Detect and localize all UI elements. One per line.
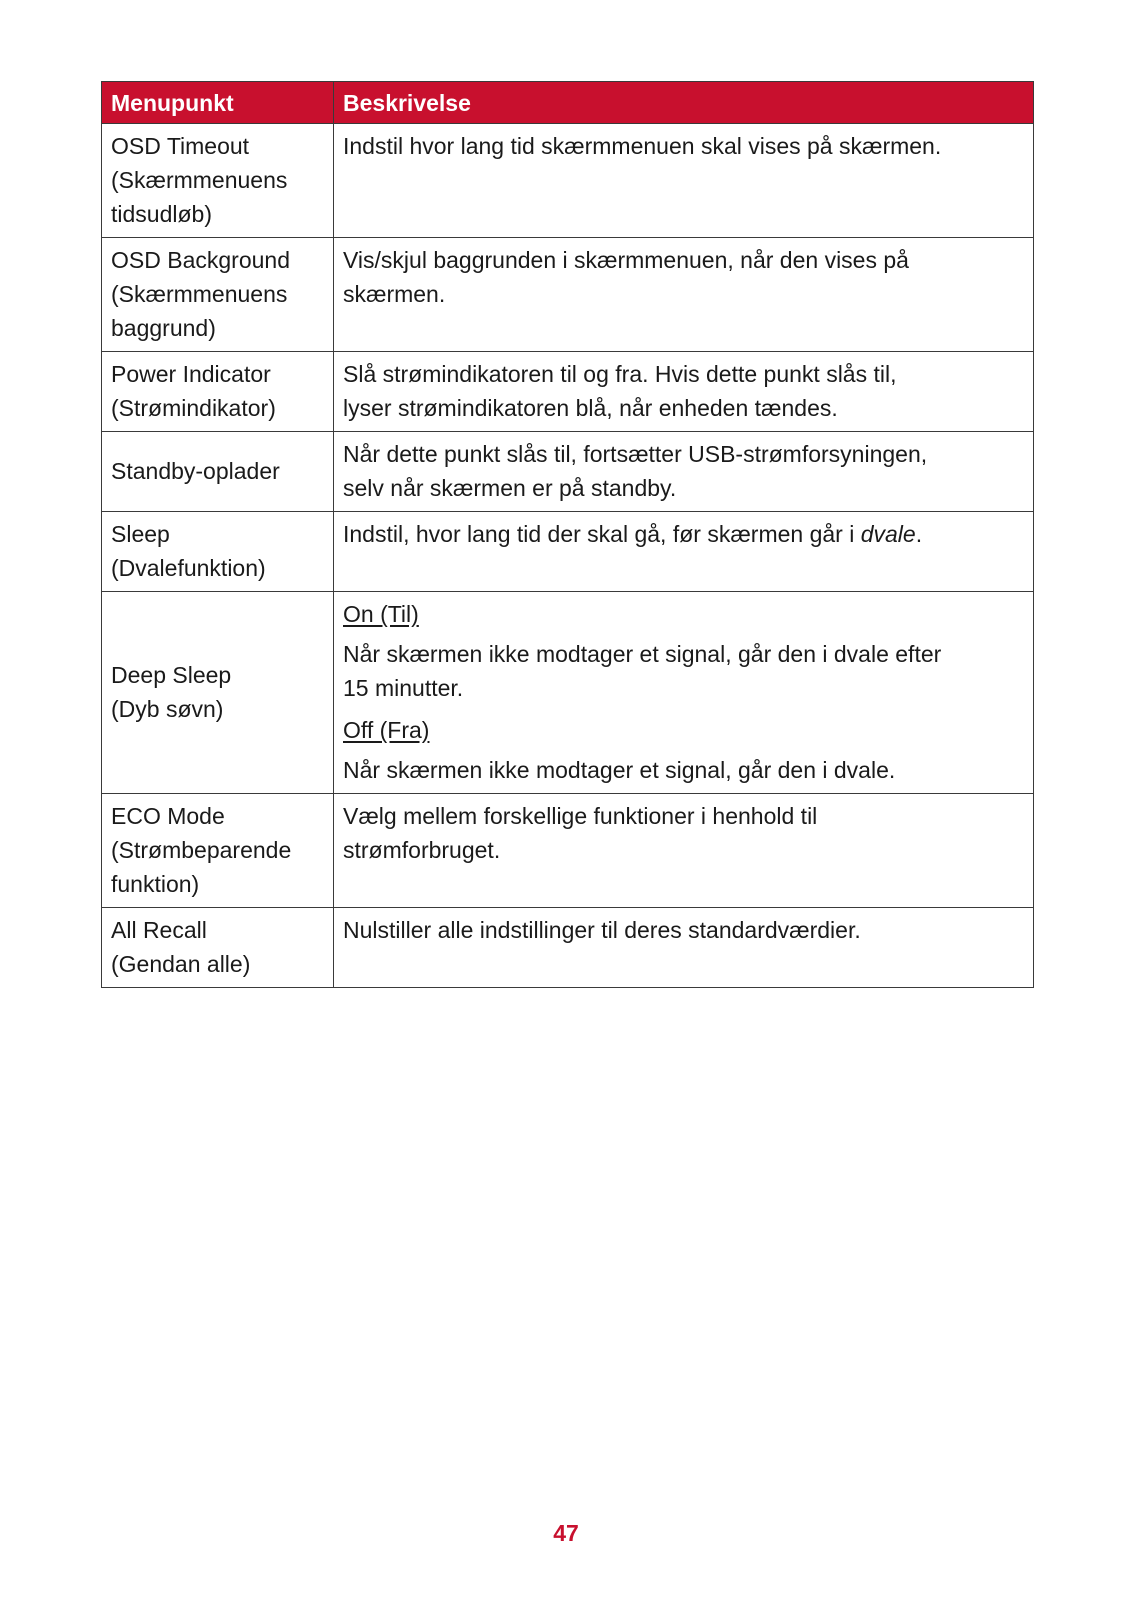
option-off-description: [343, 753, 1024, 787]
menu-item-cell: [102, 512, 334, 592]
description-cell: [334, 512, 1034, 592]
menu-item-translation: (Dvalefunktion): [111, 555, 266, 581]
menu-table: [101, 81, 1034, 988]
description-text: lyser strømindikatoren blå, når enheden tændes.: [343, 395, 838, 421]
description-cell: [334, 124, 1034, 238]
menu-item-cell: [102, 432, 334, 512]
menu-item-translation: tidsudløb): [111, 201, 212, 227]
description-cell: [334, 352, 1034, 432]
description-text: Indstil hvor lang tid skærmmenuen skal vises på skærmen.: [343, 133, 942, 159]
description-emphasis: dvale: [860, 521, 916, 547]
menu-item-translation: (Gendan alle): [111, 951, 251, 977]
menu-item-name: OSD Timeout: [111, 133, 250, 159]
description-prefix: Indstil, hvor lang tid der skal gå, før skærmen går i: [343, 521, 861, 547]
table-row: [102, 794, 1034, 908]
menu-item-cell: [102, 238, 334, 352]
menu-item-name: All Recall: [111, 917, 207, 943]
description-cell: [334, 908, 1034, 988]
menu-item-name: OSD Background: [111, 247, 290, 273]
menu-item-translation: (Strømindikator): [111, 395, 276, 421]
menu-item-name: Standby-oplader: [111, 458, 280, 484]
option-off-label: Off (Fra): [343, 717, 430, 743]
description-text: skærmen.: [343, 281, 446, 307]
table-row: [102, 238, 1034, 352]
table-header-row: [102, 82, 1034, 124]
table-row: [102, 908, 1034, 988]
table-row: [102, 352, 1034, 432]
menu-item-cell: [102, 908, 334, 988]
header-beskrivelse: Beskrivelse: [334, 82, 1034, 124]
description-text: strømforbruget.: [343, 837, 501, 863]
menu-item-cell: [102, 124, 334, 238]
table-row: [102, 512, 1034, 592]
header-menupunkt: Menupunkt: [102, 82, 334, 124]
description-text: Slå strømindikatoren til og fra. Hvis dette punkt slås til,: [343, 361, 897, 387]
menu-item-name: Power Indicator: [111, 361, 271, 387]
description-cell: [334, 432, 1034, 512]
menu-item-cell: [102, 352, 334, 432]
menu-item-translation: funktion): [111, 871, 200, 897]
menu-item-name: ECO Mode: [111, 803, 225, 829]
description-text: [343, 517, 1024, 551]
table-row: [102, 432, 1034, 512]
description-cell: [334, 794, 1034, 908]
menu-item-translation: (Strømbeparende: [111, 837, 292, 863]
description-text: Nulstiller alle indstillinger til deres standardværdier.: [343, 917, 861, 943]
description-text: Når skærmen ikke modtager et signal, går den i dvale.: [343, 757, 896, 783]
menu-item-translation: (Skærmmenuens: [111, 167, 288, 193]
description-cell: [334, 592, 1034, 794]
description-text: Vælg mellem forskellige funktioner i henhold til: [343, 803, 818, 829]
menu-item-cell: [102, 794, 334, 908]
description-cell: [334, 238, 1034, 352]
menu-item-name: Sleep: [111, 521, 170, 547]
menu-item-name: Deep Sleep: [111, 662, 232, 688]
page-number: 47: [553, 1520, 579, 1546]
description-text: Vis/skjul baggrunden i skærmmenuen, når den vises på: [343, 247, 909, 273]
table-row: [102, 124, 1034, 238]
description-suffix: .: [915, 521, 923, 547]
description-text: Når skærmen ikke modtager et signal, går den i dvale efter: [343, 641, 942, 667]
option-on-label: On (Til): [343, 601, 419, 627]
menu-item-translation: (Skærmmenuens: [111, 281, 288, 307]
description-text: selv når skærmen er på standby.: [343, 475, 677, 501]
description-text: Når dette punkt slås til, fortsætter USB-strømforsyningen,: [343, 441, 928, 467]
option-on-description: [343, 637, 1024, 705]
menu-item-translation: (Dyb søvn): [111, 696, 224, 722]
menu-item-cell: [102, 592, 334, 794]
table-row: [102, 592, 1034, 794]
menu-item-translation: baggrund): [111, 315, 216, 341]
description-text: 15 minutter.: [343, 675, 464, 701]
